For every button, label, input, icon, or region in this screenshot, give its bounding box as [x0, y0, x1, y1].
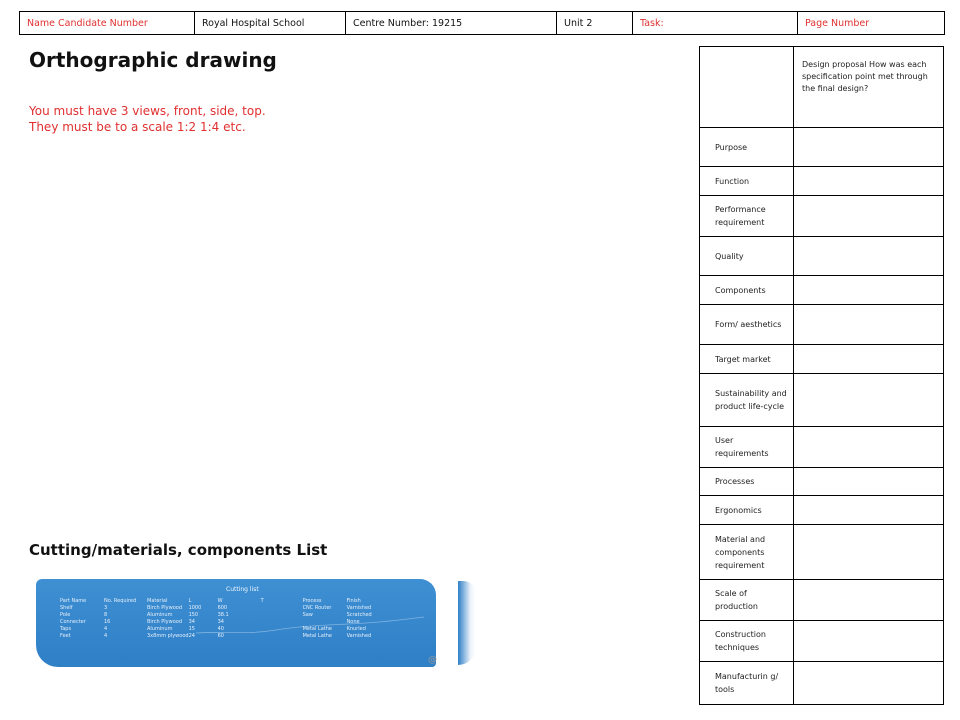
column-header: T: [260, 598, 264, 604]
table-cell: Connecter: [60, 619, 86, 625]
column-header: Part Name: [60, 598, 87, 604]
spec-answer-cell: [794, 621, 944, 662]
spec-answer-cell: [794, 237, 944, 276]
table-cell: 4: [104, 633, 108, 639]
spec-row: [700, 167, 944, 196]
table-cell: 3x8mm plywood: [147, 633, 189, 639]
spec-row: [700, 496, 944, 525]
spec-answer-cell: [794, 305, 944, 345]
table-cell: [261, 612, 303, 619]
spec-answer-cell: [794, 196, 944, 237]
table-cell: [261, 619, 303, 626]
table-cell: 60: [217, 633, 224, 639]
spec-header-row: [700, 47, 944, 128]
table-cell: 3: [104, 605, 108, 611]
spec-answer-cell: [794, 276, 944, 305]
table-cell: CNC Router: [302, 605, 332, 611]
table-row: [60, 605, 387, 612]
spec-label: Processes: [700, 468, 794, 496]
spec-label: Material and components requirement: [700, 525, 794, 580]
spec-label: Purpose: [700, 128, 794, 167]
table-cell: 150: [188, 612, 199, 618]
table-cell: 16: [104, 619, 111, 625]
table-cell: Shelf: [60, 605, 73, 611]
spec-label: Form/ aesthetics: [700, 305, 794, 345]
spec-answer-cell: [794, 427, 944, 468]
spec-label: Target market: [700, 345, 794, 374]
cutting-list-table: [60, 598, 387, 640]
table-cell: Saw: [302, 612, 313, 618]
table-cell: Knurled: [346, 626, 366, 632]
table-cell: [303, 619, 347, 626]
cutting-list-heading: Cutting/materials, components List: [29, 541, 328, 559]
table-cell: Aluminum: [147, 626, 173, 632]
table-cell: [261, 605, 303, 612]
table-row: [60, 612, 387, 619]
spec-label: Manufacturin g/ tools: [700, 662, 794, 705]
spec-row: [700, 237, 944, 276]
page-title: Orthographic drawing: [29, 48, 277, 72]
table-cell: Pole: [60, 612, 71, 618]
spec-row: [700, 621, 944, 662]
table-cell: [261, 626, 303, 633]
header-strip: [19, 11, 945, 35]
header-school-cell: Royal Hospital School: [195, 12, 346, 35]
table-row: [60, 619, 387, 626]
spec-label: Function: [700, 167, 794, 196]
instructions: [29, 103, 449, 135]
spec-row: [700, 345, 944, 374]
spec-label: Construction techniques: [700, 621, 794, 662]
spec-row: [700, 374, 944, 427]
table-cell: 8: [104, 612, 108, 618]
spec-row: [700, 580, 944, 621]
spec-corner-cell: [700, 47, 794, 128]
table-cell: Birch Plywood: [147, 605, 183, 611]
cutting-list-header-row: [60, 598, 387, 605]
table-cell: [261, 633, 303, 640]
table-cell: 600: [217, 605, 228, 611]
spec-answer-cell: [794, 468, 944, 496]
table-cell: 34: [217, 619, 224, 625]
table-cell: Birch Plywood: [147, 619, 183, 625]
table-cell: None: [346, 619, 360, 625]
table-cell: Aluminum: [147, 612, 173, 618]
table-cell: 38.1: [217, 612, 229, 618]
table-cell: 1000: [188, 605, 202, 611]
cutting-list-image: [36, 579, 436, 667]
instruction-line: You must have 3 views, front, side, top.: [29, 104, 266, 118]
spec-label: Quality: [700, 237, 794, 276]
table-cell: 24: [188, 633, 195, 639]
spec-answer-cell: [794, 374, 944, 427]
spec-row: [700, 276, 944, 305]
header-task-cell: Task:: [633, 12, 798, 35]
column-header: Finish: [346, 598, 361, 604]
spec-row: [700, 468, 944, 496]
spec-answer-cell: [794, 167, 944, 196]
header-unit-cell: Unit 2: [557, 12, 633, 35]
table-cell: Scratched: [346, 612, 372, 618]
table-cell: Metal Lathe: [302, 626, 333, 632]
column-header: W: [217, 598, 223, 604]
table-cell: Metal Lathe: [302, 633, 333, 639]
spec-row: [700, 305, 944, 345]
column-header: L: [188, 598, 192, 604]
table-cell: 4: [104, 626, 108, 632]
table-cell: 15: [188, 626, 195, 632]
header-page-number-cell: Page Number: [798, 12, 945, 35]
spec-label: User requirements: [700, 427, 794, 468]
table-row: [60, 633, 387, 640]
spec-answer-cell: [794, 662, 944, 705]
cutting-list-title: Cutting list: [226, 586, 259, 593]
spec-answer-cell: [794, 580, 944, 621]
table-cell: Feet: [60, 633, 71, 639]
image-fold-edge: [458, 581, 476, 665]
spec-row: [700, 196, 944, 237]
spec-label: Sustainability and product life-cycle: [700, 374, 794, 427]
spec-label: Performance requirement: [700, 196, 794, 237]
spec-row: [700, 128, 944, 167]
spec-row: [700, 525, 944, 580]
header-candidate-cell: Name Candidate Number: [20, 12, 195, 35]
spec-answer-cell: [794, 525, 944, 580]
spec-label: Ergonomics: [700, 496, 794, 525]
table-cell: 40: [217, 626, 224, 632]
spec-label: Scale of production: [700, 580, 794, 621]
table-cell: Varnished: [346, 605, 372, 611]
spec-answer-cell: [794, 496, 944, 525]
instruction-line: They must be to a scale 1:2 1:4 etc.: [29, 120, 246, 134]
column-header: No. Required: [104, 598, 137, 604]
image-corner-mark: @: [428, 655, 437, 665]
table-cell: Varnished: [346, 633, 372, 639]
table-row: [60, 626, 387, 633]
specification-table: [699, 46, 944, 705]
spec-label: Components: [700, 276, 794, 305]
spec-header-cell: Design proposal How was each specification point met through the final design?: [794, 47, 944, 128]
header-centre-cell: Centre Number: 19215: [346, 12, 557, 35]
table-cell: Taps: [60, 626, 72, 632]
spec-answer-cell: [794, 345, 944, 374]
spec-row: [700, 427, 944, 468]
spec-row: [700, 662, 944, 705]
spec-answer-cell: [794, 128, 944, 167]
column-header: Process: [302, 598, 322, 604]
table-cell: 34: [188, 619, 195, 625]
column-header: Material: [147, 598, 168, 604]
